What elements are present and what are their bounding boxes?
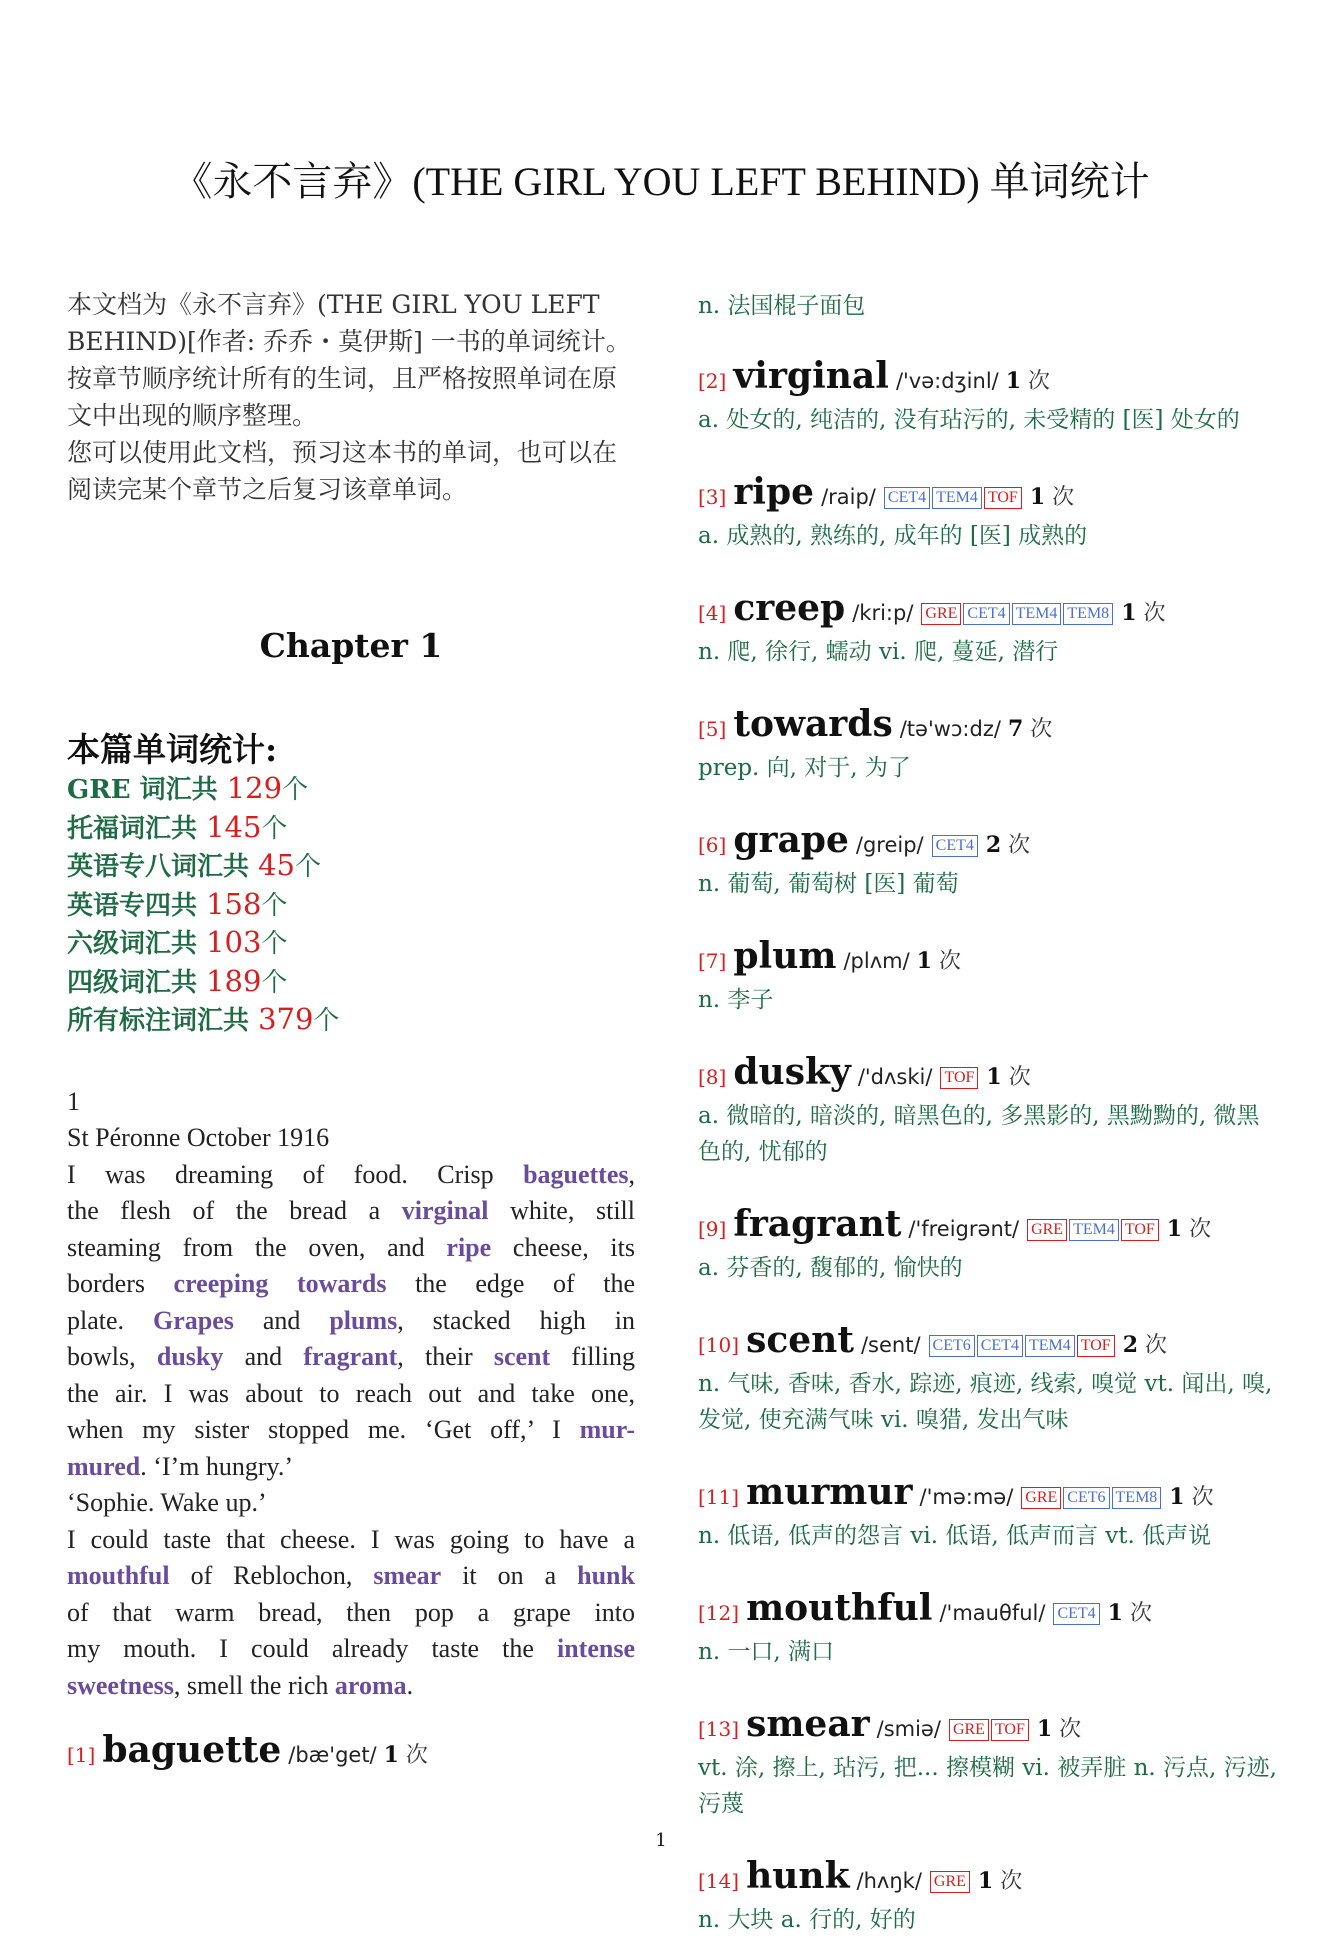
passage-line: I could taste that cheese. I was going to have a (67, 1524, 635, 1554)
highlighted-word: ripe (446, 1232, 492, 1262)
entry-definition: vt. 涂, 擦上, 玷污, 把... 擦模糊 vi. 被弄脏 n. 污点, 污迹, 污蔑 (698, 1755, 1277, 1817)
highlighted-word: towards (296, 1269, 387, 1298)
stat-row (67, 1001, 635, 1040)
exam-tag-tof: TOF (940, 1067, 978, 1089)
entry-count-unit: 次 (1136, 601, 1166, 626)
exam-tag-cet6: CET6 (929, 1335, 975, 1357)
passage-text: bowls, (67, 1342, 157, 1371)
entry-word: hunk (746, 1855, 850, 1897)
passage-text: borders (67, 1269, 174, 1298)
vocab-entry-head (698, 1588, 1278, 1634)
stat-label: 托福词汇共 (67, 813, 207, 844)
stat-row (67, 963, 635, 1002)
passage-line (67, 1631, 635, 1668)
exam-tag-tof: TOF (984, 487, 1022, 509)
passage-text: and (223, 1342, 304, 1371)
passage-line: of that warm bread, then pop a grape into (67, 1597, 635, 1627)
exam-tag-gre: GRE (930, 1871, 970, 1893)
entry-index: [3] (698, 485, 727, 509)
vocab-entry-head (698, 1472, 1278, 1518)
entry-definition: n. 低语, 低声的怨言 vi. 低语, 低声而言 vt. 低声说 (698, 1523, 1212, 1549)
entry-index: [5] (698, 717, 727, 741)
entry-count: 1 (1121, 600, 1137, 626)
entry-count-unit: 次 (1122, 1601, 1152, 1626)
vocab-entry-head (67, 1730, 635, 1776)
entry-definition: n. 大块 a. 行的, 好的 (698, 1907, 916, 1933)
entry-phonetic: /sent/ (860, 1333, 921, 1357)
entry-word: scent (746, 1319, 854, 1361)
stat-unit: 个 (261, 967, 288, 998)
exam-tag-gre: GRE (1027, 1219, 1067, 1241)
entry-word: creep (733, 587, 846, 629)
highlighted-word: virginal (401, 1196, 489, 1225)
highlighted-word: aroma (334, 1670, 407, 1700)
entry-index: [12] (698, 1601, 740, 1625)
stat-label: 所有标注词汇共 (67, 1006, 259, 1036)
vocab-entry-head (698, 1856, 1278, 1902)
stat-row (67, 809, 635, 848)
entry-word: grape (733, 819, 849, 861)
passage-line (67, 1266, 635, 1303)
stat-unit: 个 (261, 929, 288, 959)
exam-tag-gre: GRE (1021, 1487, 1061, 1509)
highlighted-word: intense (557, 1634, 635, 1663)
passage-line (67, 1558, 635, 1595)
passage-text: , their (397, 1342, 494, 1371)
stat-unit: 个 (294, 852, 321, 882)
passage-text: of Reblochon, (169, 1561, 374, 1590)
passage-text: , smell the rich (173, 1670, 335, 1700)
vocab-entry (698, 588, 1278, 670)
entry-index: [2] (698, 369, 727, 393)
stat-unit: 个 (282, 775, 309, 805)
entry-phonetic: /'mə:mə/ (919, 1485, 1014, 1509)
stat-row (67, 886, 635, 925)
passage-text: white, still (488, 1196, 635, 1225)
passage-text: . (406, 1670, 414, 1700)
vocab-entry-head (698, 1704, 1278, 1750)
entry-word: murmur (746, 1471, 913, 1513)
stat-row (67, 770, 635, 809)
entry-count: 2 (1122, 1332, 1138, 1358)
stats-list (67, 770, 635, 1040)
stat-value: 45 (258, 848, 295, 882)
exam-tag-tem8: TEM8 (1112, 1487, 1162, 1509)
entry-phonetic: /raip/ (821, 485, 876, 509)
highlighted-word: mouthful (67, 1561, 170, 1590)
entry-count: 7 (1007, 716, 1024, 742)
page-title: 《永不言弃》(THE GIRL YOU LEFT BEHIND) 单词统计 (172, 159, 1150, 204)
entry-count: 2 (985, 832, 1002, 858)
entry-count-unit: 次 (1138, 1333, 1167, 1358)
entry-index: [4] (698, 601, 727, 625)
entry-count-unit: 次 (1001, 833, 1031, 858)
exam-tag-cet4: CET4 (932, 835, 978, 857)
entry-phonetic: /'freigrənt/ (908, 1217, 1020, 1241)
entry-count-unit: 次 (398, 1743, 428, 1768)
entry-definition: n. 爬, 徐行, 蠕动 vi. 爬, 蔓延, 潜行 (698, 639, 1059, 665)
entry-count: 1 (383, 1742, 399, 1768)
vocab-entry-head (698, 472, 1278, 518)
passage-text: cheese, its (491, 1232, 635, 1262)
entry-phonetic: /'və:dʒinl/ (895, 369, 999, 393)
entry-count: 1 (1036, 1716, 1053, 1742)
passage-text: . ‘I’m hungry.’ (140, 1451, 294, 1481)
stat-value: 379 (258, 1002, 314, 1036)
passage-text: the edge of the (386, 1269, 636, 1298)
passage-line: ‘Sophie. Wake up.’ (67, 1488, 267, 1517)
vocab-entry-head (698, 1320, 1278, 1366)
vocab-entry-head (698, 820, 1278, 866)
highlighted-word: creeping (173, 1269, 269, 1298)
exam-tag-tem4: TEM4 (1025, 1335, 1075, 1357)
intro-paragraph: 本文档为《永不言弃》(THE GIRL YOU LEFT BEHIND)[作者: 乔乔・莫伊斯] 一书的单词统计。 (67, 290, 631, 356)
stat-value: 103 (206, 925, 262, 959)
entry-count: 1 (1029, 484, 1046, 510)
vocab-entry (698, 1052, 1278, 1170)
exam-tag-cet4: CET4 (1053, 1603, 1099, 1625)
exam-tag-tof: TOF (1121, 1219, 1159, 1241)
entry-count-unit: 次 (1182, 1217, 1212, 1242)
entry-count: 1 (977, 1868, 994, 1894)
vocab-entry-list (698, 356, 1278, 1938)
stat-label: 英语专八词汇共 (67, 852, 259, 882)
passage-line (67, 1339, 635, 1376)
entry-count: 1 (916, 948, 932, 974)
highlighted-word: Grapes (152, 1305, 234, 1335)
entry-definition: a. 成熟的, 熟练的, 成年的 [医] 成熟的 (698, 523, 1088, 549)
vocab-entry-head (698, 356, 1278, 402)
highlighted-word: plums (329, 1305, 398, 1335)
entry-phonetic: /greip/ (855, 833, 924, 857)
exam-tag-gre: GRE (921, 603, 961, 625)
entry-word: smear (746, 1703, 870, 1745)
exam-tag-cet4: CET4 (884, 487, 930, 509)
vocab-entry-head (698, 936, 1278, 982)
entry-count: 1 (1166, 1216, 1183, 1242)
entry-word: fragrant (733, 1203, 902, 1245)
entry-word: plum (733, 935, 837, 977)
passage-line (67, 1193, 635, 1230)
stat-unit: 个 (313, 1006, 340, 1036)
entry-definition: n. 葡萄, 葡萄树 [医] 葡萄 (698, 871, 959, 897)
vocab-entry (698, 704, 1278, 786)
left-column (67, 286, 635, 1776)
exam-tag-tem4: TEM4 (1012, 603, 1062, 625)
entry-count-unit: 次 (1184, 1485, 1214, 1510)
entry-phonetic: /bæ'get/ (288, 1743, 377, 1767)
passage-line (67, 1449, 635, 1486)
stat-label: 英语专四共 (67, 890, 207, 921)
entry-count-unit: 次 (1001, 1065, 1031, 1090)
entry-index: [6] (698, 833, 727, 857)
entry-definition: n. 一口, 满口 (698, 1639, 835, 1665)
highlighted-word: scent (493, 1342, 551, 1371)
highlighted-word: smear (373, 1561, 442, 1590)
stats-title: 本篇单词统计: (67, 730, 278, 769)
passage-line (67, 1157, 635, 1194)
vocab-entry-head (698, 704, 1278, 750)
stat-value: 145 (206, 809, 262, 844)
passage-text: I was dreaming of food. Crisp (67, 1159, 524, 1189)
entry-count: 1 (1169, 1484, 1185, 1510)
exam-tag-cet4: CET4 (963, 603, 1009, 625)
highlighted-word: mur- (579, 1415, 635, 1444)
passage-text: when my sister stopped me. ‘Get off,’ I (67, 1415, 580, 1444)
entry-count-unit: 次 (1045, 485, 1075, 510)
passage-text: the flesh of the bread a (67, 1196, 402, 1225)
passage-text (268, 1269, 297, 1298)
entry-index: [10] (698, 1333, 740, 1357)
entry-word: towards (733, 703, 893, 745)
entry-count-unit: 次 (1021, 369, 1051, 394)
stat-value: 158 (206, 886, 262, 921)
exam-tag-tem4: TEM4 (932, 487, 982, 509)
entry-phonetic: /smiə/ (876, 1717, 941, 1741)
entry-index: [14] (698, 1869, 740, 1893)
entry-index: [1] (67, 1743, 96, 1767)
entry-definition: a. 芬香的, 馥郁的, 愉快的 (698, 1255, 963, 1281)
stat-label: GRE 词汇共 (67, 775, 227, 805)
entry-definition: n. 法国棍子面包 (698, 293, 866, 319)
passage (67, 1084, 635, 1705)
vocab-entry (698, 1472, 1278, 1554)
vocab-entry (698, 1856, 1278, 1938)
intro-paragraph: 按章节顺序统计所有的生词，且严格按照单词在原文中出现的顺序整理。 (67, 364, 618, 430)
intro (67, 286, 635, 508)
vocab-entry (698, 472, 1278, 554)
exam-tag-tof: TOF (991, 1719, 1029, 1741)
passage-line (67, 1230, 635, 1267)
passage-text: steaming from the oven, and (67, 1232, 447, 1262)
stat-row (67, 847, 635, 886)
entry-word: ripe (733, 471, 815, 513)
stat-value: 129 (226, 771, 283, 805)
passage-text: my mouth. I could already taste the (67, 1634, 557, 1663)
exam-tag-tof: TOF (1077, 1335, 1115, 1357)
entry-word: virginal (733, 355, 889, 397)
entry-definition: prep. 向, 对于, 为了 (698, 755, 911, 781)
highlighted-word: hunk (577, 1561, 635, 1590)
exam-tag-cet4: CET4 (977, 1335, 1023, 1357)
entry-phonetic: /'mauθful/ (939, 1601, 1046, 1625)
entry-word: mouthful (746, 1587, 933, 1629)
passage-dateline: St Péronne October 1916 (67, 1123, 330, 1152)
entry-phonetic: /kri:p/ (852, 601, 914, 625)
stat-unit: 个 (261, 813, 288, 844)
stat-value: 189 (206, 963, 262, 998)
exam-tag-gre: GRE (949, 1719, 989, 1741)
vocab-entry (698, 936, 1278, 1018)
entry-phonetic: /'dʌski/ (857, 1065, 933, 1089)
entry-definition: a. 微暗的, 暗淡的, 暗黑色的, 多黑影的, 黑黝黝的, 微黑色的, 忧郁的 (698, 1103, 1260, 1165)
entry-count-unit: 次 (931, 949, 961, 974)
entry-count: 1 (1005, 368, 1022, 394)
vocab-entry (698, 1320, 1278, 1438)
stat-label: 六级词汇共 (67, 929, 207, 959)
entry-count: 1 (1107, 1600, 1123, 1626)
entry-count-unit: 次 (1052, 1717, 1082, 1742)
entry-count: 1 (986, 1064, 1002, 1090)
entry-phonetic: /plʌm/ (843, 949, 910, 973)
passage-text: , stacked high in (397, 1305, 635, 1335)
vocab-entry (698, 1704, 1278, 1822)
highlighted-word: baguettes (523, 1159, 629, 1189)
highlighted-word: dusky (156, 1342, 224, 1371)
entry-index: [7] (698, 949, 727, 973)
highlighted-word: fragrant (303, 1342, 398, 1371)
entry-index: [9] (698, 1217, 727, 1241)
passage-text: filling (550, 1342, 635, 1371)
entry-index: [8] (698, 1065, 727, 1089)
vocab-entry (698, 356, 1278, 438)
entry-word: dusky (733, 1051, 851, 1093)
entry-definition: n. 李子 (698, 987, 774, 1013)
intro-paragraph: 您可以使用此文档，预习这本书的单词，也可以在阅读完某个章节之后复习该章单词。 (67, 438, 618, 504)
passage-line: the air. I was about to reach out and take one, (67, 1378, 635, 1408)
vocab-entry (698, 1204, 1278, 1286)
page-number: 1 (655, 1830, 667, 1851)
entry-count-unit: 次 (993, 1869, 1023, 1894)
exam-tag-tem8: TEM8 (1063, 603, 1113, 625)
passage-text: , (628, 1159, 635, 1189)
entry-phonetic: /hʌŋk/ (856, 1869, 922, 1893)
stat-label: 四级词汇共 (67, 967, 207, 998)
entry-definition: a. 处女的, 纯洁的, 没有玷污的, 未受精的 [医] 处女的 (698, 407, 1240, 433)
vocab-entry (698, 1588, 1278, 1670)
vocab-entry (698, 820, 1278, 902)
entry-index: [11] (698, 1485, 740, 1509)
entry-word: baguette (102, 1729, 282, 1771)
passage-line (67, 1303, 635, 1340)
entry-definition: n. 气味, 香味, 香水, 踪迹, 痕迹, 线索, 嗅觉 vt. 闻出, 嗅, 发觉, 使充满气味 vi. 嗅猎, 发出气味 (698, 1371, 1273, 1433)
entry-index: [13] (698, 1717, 740, 1741)
exam-tag-tem4: TEM4 (1069, 1219, 1119, 1241)
stat-unit: 个 (261, 890, 288, 921)
passage-text: plate. (67, 1305, 153, 1335)
right-column (698, 288, 1278, 1938)
entry-phonetic: /tə'wɔ:dz/ (899, 717, 1001, 741)
vocab-entry-head (698, 1204, 1278, 1250)
exam-tag-cet6: CET6 (1063, 1487, 1109, 1509)
entry-count-unit: 次 (1023, 717, 1053, 742)
chapter-heading: Chapter 1 (259, 626, 443, 665)
passage-text: and (233, 1305, 330, 1335)
highlighted-word: mured (67, 1451, 141, 1481)
stat-row (67, 924, 635, 963)
passage-section-number: 1 (67, 1086, 80, 1116)
vocab-entry-head (698, 588, 1278, 634)
passage-line (67, 1668, 635, 1705)
passage-line (67, 1412, 635, 1449)
vocab-entry-head (698, 1052, 1278, 1098)
highlighted-word: sweetness (67, 1670, 174, 1700)
passage-text: it on a (441, 1561, 578, 1590)
